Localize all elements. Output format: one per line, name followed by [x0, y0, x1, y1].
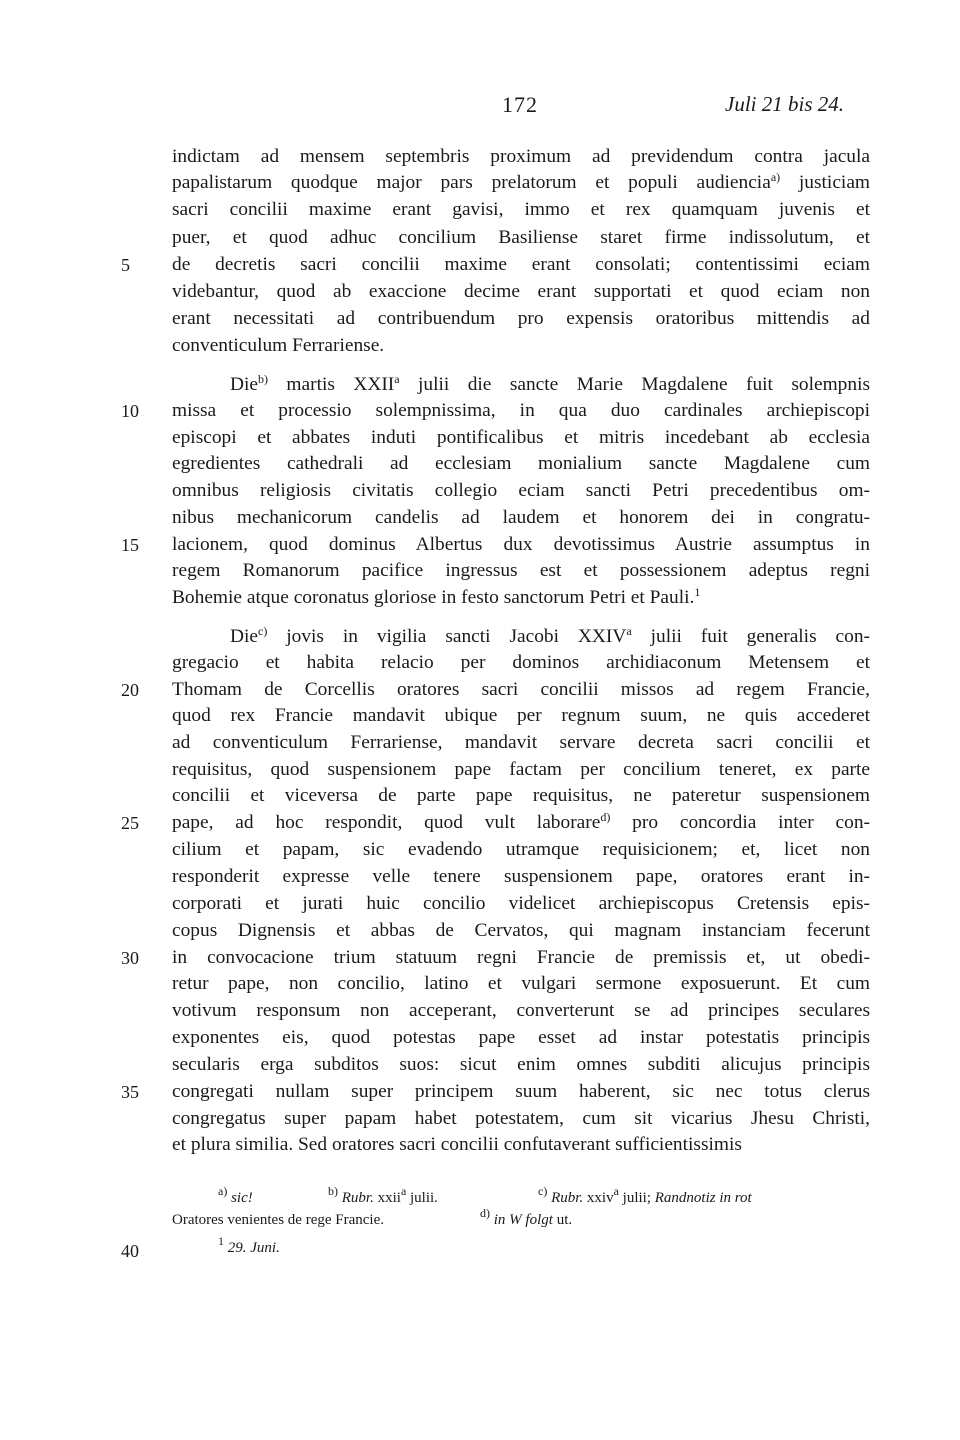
footnote-text: sic! [231, 1190, 253, 1206]
footnote-ref: c) [258, 624, 268, 638]
text-line [172, 757, 870, 783]
text-line [172, 333, 870, 359]
text-line [172, 918, 870, 944]
text-segment: ad conventiculum Ferrariense, mandavit servare decreta sacri concilii et [172, 732, 870, 753]
text-line [172, 144, 870, 170]
text-segment: Bohemie atque coronatus gloriose in festo sanctorum Petri et Pauli. [172, 587, 695, 608]
text-line [172, 197, 870, 223]
text-line [172, 558, 870, 584]
line-number: 10 [121, 401, 139, 421]
text-segment: omnibus religiosis civitatis collegio eciam sancti Petri precedentibus om- [172, 480, 870, 501]
text-segment: congregati nullam super principem suum haberent, sic nec totus clerus [172, 1081, 870, 1102]
text-segment: julii fuit generalis con- [631, 626, 870, 647]
text-segment: videbantur, quod ab exaccione decime erant supportati et quod eciam non [172, 281, 870, 302]
footnote-text: 29. Juni. [227, 1240, 280, 1256]
text-segment: julii die sancte Marie Magdalene fuit solempnis [399, 374, 871, 395]
text-line [172, 532, 870, 558]
text-segment: congregatus super papam habet potestatem, cum sit vicarius Jhesu Christi, [172, 1108, 870, 1129]
text-segment: requisitus, quod suspensionem pape factam per concilium teneret, ex parte [172, 759, 870, 780]
footnote-in: in [493, 1212, 506, 1228]
text-line [172, 170, 870, 196]
text-segment: regem Romanorum pacifice ingressus est et possessionem adeptus regni [172, 560, 870, 581]
text-segment: indictam ad mensem septembris proximum ad previdendum contra jacula [172, 146, 870, 167]
text-segment: pro concordia inter con- [610, 812, 871, 833]
line-number: 40 [121, 1241, 139, 1261]
footnote-note: Randnotiz in rot [654, 1190, 752, 1206]
text-segment: erant necessitati ad contribuendum pro expensis oratoribus mittendis ad [172, 308, 870, 329]
footnote-rubr: Rubr. [551, 1190, 584, 1206]
text-line [172, 425, 870, 451]
line-number: 35 [121, 1082, 139, 1102]
text-segment: justiciam [780, 172, 871, 193]
text-segment: nibus mechanicorum candelis ad laudem et honorem dei in congratu- [172, 507, 870, 528]
footnote-c-continued: Oratores venientes de rege Francie. [172, 1212, 384, 1228]
text-segment: conventiculum Ferrariense. [172, 335, 385, 356]
footnote-folgt: folgt [525, 1212, 553, 1228]
footnote-ref: a) [770, 170, 781, 184]
line-number: 20 [121, 680, 139, 700]
text-line [172, 1106, 870, 1132]
text-line [230, 372, 870, 398]
footnote-text: xxiv [586, 1190, 614, 1206]
footnote-mark: a) [218, 1184, 228, 1198]
text-segment: jovis in vigilia sancti Jacobi XXIV [267, 626, 627, 647]
text-segment: episcopi et abbates induti pontificalibus et mitris incedebant ab ecclesia [172, 427, 870, 448]
text-segment: exponentes eis, quod potestas pape esset ad instar potestatis principis [172, 1027, 870, 1048]
text-segment: votivum responsum non acceperant, converterunt se ad principes seculares [172, 1000, 870, 1021]
text-segment: retur pape, non concilio, latino et vulgari sermone exposuerunt. Et cum [172, 973, 870, 994]
footnote-ref: 1 [694, 585, 701, 599]
footnote-a [218, 1184, 253, 1208]
text-line [172, 505, 870, 531]
text-line [172, 864, 870, 890]
text-segment: papalistarum quodque major pars prelatorum et populi audiencia [172, 172, 771, 193]
text-line [172, 1132, 870, 1158]
footnote-ref: a [394, 372, 400, 386]
text-line [172, 398, 870, 424]
text-line [172, 810, 870, 836]
text-segment: responderit expresse velle tenere suspensionem pape, oratores erant in- [172, 866, 870, 887]
footnote-mark: 1 [218, 1234, 224, 1248]
footnote-ref: b) [258, 372, 268, 386]
text-segment: Thomam de Corcellis oratores sacri concilii missos ad regem Francie, [172, 679, 870, 700]
text-line [172, 306, 870, 332]
text-segment: quod rex Francie mandavit ubique per regnum suum, ne quis accederet [172, 705, 870, 726]
line-number: 25 [121, 813, 139, 833]
footnote-mark: b) [328, 1184, 338, 1198]
text-line [172, 225, 870, 251]
text-line [172, 451, 870, 477]
text-line [172, 478, 870, 504]
line-number: 5 [121, 255, 130, 275]
text-line [230, 624, 870, 650]
text-segment: martis XXII [268, 374, 395, 395]
text-line [172, 252, 870, 278]
footnote-c [538, 1184, 752, 1208]
text-line [172, 650, 870, 676]
footnote-rubr: Rubr. [341, 1190, 374, 1206]
text-segment: concilii et viceversa de parte pape requisitus, ne pateretur suspensionem [172, 785, 870, 806]
text-segment: et plura similia. Sed oratores sacri concilii confutaverant sufficientissimis [172, 1134, 742, 1155]
footnote-text: julii. [406, 1190, 438, 1206]
footnote-d [480, 1206, 573, 1230]
text-line [172, 945, 870, 971]
text-line [172, 1025, 870, 1051]
text-segment: cilium et papam, sic evadendo utramque requisicionem; et, licet non [172, 839, 870, 860]
footnote-sup: a [613, 1184, 619, 1198]
text-line [172, 585, 870, 611]
footnote-b [328, 1184, 438, 1208]
text-segment: sacri concilii maxime erant gavisi, immo et rex quamquam juvenis et [172, 199, 870, 220]
footnote-text: julii; [618, 1190, 652, 1206]
text-line [172, 677, 870, 703]
text-line [172, 837, 870, 863]
text-line [172, 730, 870, 756]
text-segment: de decretis sacri concilii maxime erant consolati; contentissimi eciam [172, 254, 870, 275]
text-segment: puer, et quod adhuc concilium Basiliense staret firme indissolutum, et [172, 227, 870, 248]
text-segment: pape, ad hoc respondit, quod vult laborare [172, 812, 601, 833]
text-line [172, 279, 870, 305]
text-segment: secularis erga subditos suos: sicut enim omnes subditi alicujus principis [172, 1054, 870, 1075]
text-line [172, 1052, 870, 1078]
footnote-ref: a [626, 624, 632, 638]
text-segment: missa et processio solempnissima, in qua duo cardinales archiepiscopi [172, 400, 870, 421]
text-line [172, 998, 870, 1024]
text-segment: gregacio et habita relacio per dominos archidiaconum Metensem et [172, 652, 870, 673]
line-number: 15 [121, 535, 139, 555]
text-line [172, 891, 870, 917]
line-number: 30 [121, 948, 139, 968]
text-line [172, 971, 870, 997]
text-segment: egredientes cathedrali ad ecclesiam monialium sancte Magdalene cum [172, 453, 870, 474]
footnote-mark: c) [538, 1184, 548, 1198]
footnote-sup: a [400, 1184, 407, 1198]
text-segment: Die [230, 626, 258, 647]
text-segment: copus Dignensis et abbas de Cervatos, qui magnam instanciam fecerunt [172, 920, 870, 941]
page-number: 172 [502, 92, 538, 117]
running-head: Juli 21 bis 24. [725, 92, 844, 116]
text-segment: Die [230, 374, 258, 395]
footnote-text: xxii [377, 1190, 401, 1206]
text-line [172, 1079, 870, 1105]
text-line [172, 703, 870, 729]
footnote-siglum: W [509, 1212, 522, 1228]
text-segment: in convocacione trium statuum regni Francie de premissis et, ut obedi- [172, 947, 870, 968]
text-line [172, 783, 870, 809]
footnote-mark: d) [480, 1206, 490, 1220]
text-segment: corporati et jurati huic concilio videlicet archiepiscopus Cretensis epis- [172, 893, 870, 914]
footnote-ref: d) [600, 810, 611, 824]
footnote-1 [218, 1234, 280, 1258]
text-segment: lacionem, quod dominus Albertus dux devotissimus Austrie assumptus in [172, 534, 870, 555]
footnote-text: ut. [556, 1212, 573, 1228]
